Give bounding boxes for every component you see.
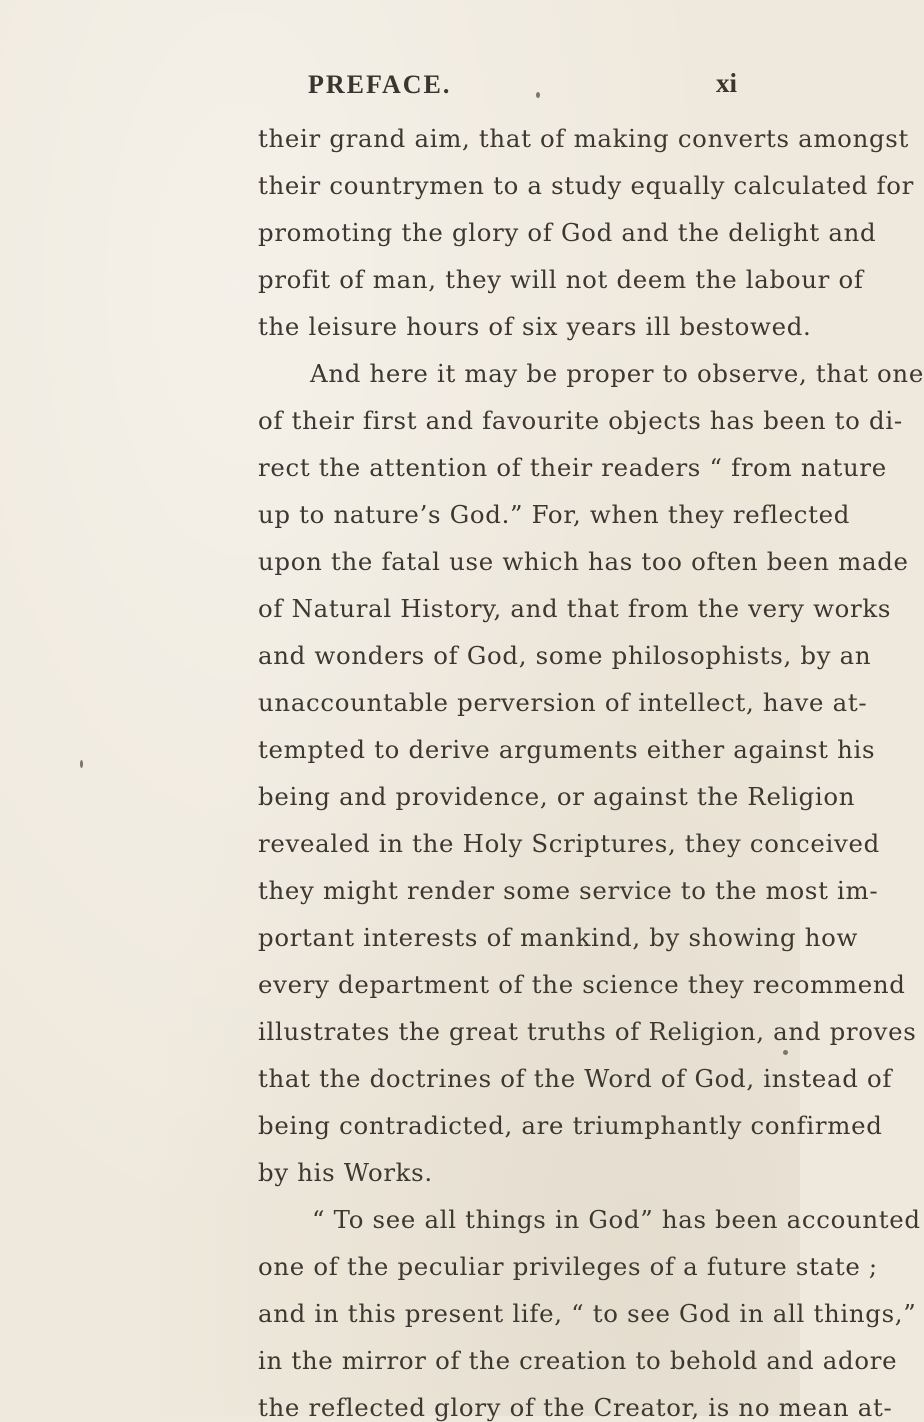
text-line-25: one of the peculiar privileges of a future state ; (258, 1252, 878, 1281)
paper-speck (783, 1050, 788, 1055)
page-header (0, 66, 800, 106)
text-line-4: profit of man, they will not deem the labour of (258, 265, 864, 294)
text-line-6: And here it may be proper to observe, that one (310, 359, 924, 388)
text-line-11: of Natural History, and that from the very works (258, 594, 892, 623)
text-line-5: the leisure hours of six years ill bestowed. (258, 312, 812, 341)
text-line-27: in the mirror of the creation to behold and adore (258, 1346, 898, 1375)
text-line-1: their grand aim, that of making converts amongst (258, 124, 910, 153)
text-line-17: they might render some service to the most im- (258, 876, 879, 905)
text-line-24: “ To see all things in God” has been accounted (312, 1205, 921, 1234)
text-line-15: being and providence, or against the Religion (258, 782, 856, 811)
text-line-18: portant interests of mankind, by showing how (258, 923, 859, 952)
text-line-22: being contradicted, are triumphantly confirmed (258, 1111, 883, 1140)
text-line-14: tempted to derive arguments either against his (258, 735, 876, 764)
paper-speck (536, 92, 540, 98)
text-line-3: promoting the glory of God and the delight and (258, 218, 877, 247)
text-line-2: their countrymen to a study equally calculated for (258, 171, 915, 200)
text-line-10: upon the fatal use which has too often been made (258, 547, 909, 576)
text-line-7: of their first and favourite objects has been to di- (258, 406, 903, 435)
text-line-13: unaccountable perversion of intellect, have at- (258, 688, 868, 717)
text-line-12: and wonders of God, some philosophists, by an (258, 641, 872, 670)
text-line-16: revealed in the Holy Scriptures, they conceived (258, 829, 880, 858)
text-line-19: every department of the science they recommend (258, 970, 906, 999)
text-line-8: rect the attention of their readers “ from nature (258, 453, 887, 482)
text-line-26: and in this present life, “ to see God in all things,” (258, 1299, 917, 1328)
page-number: xi (716, 68, 738, 98)
text-line-28: the reflected glory of the Creator, is no mean at- (258, 1393, 893, 1422)
text-line-21: that the doctrines of the Word of God, instead of (258, 1064, 893, 1093)
text-line-9: up to nature’s God.” For, when they reflected (258, 500, 851, 529)
text-line-23: by his Works. (258, 1158, 433, 1187)
paper-speck (80, 760, 83, 768)
text-line-20: illustrates the great truths of Religion, and proves (258, 1017, 917, 1046)
running-head: PREFACE. (308, 70, 452, 99)
